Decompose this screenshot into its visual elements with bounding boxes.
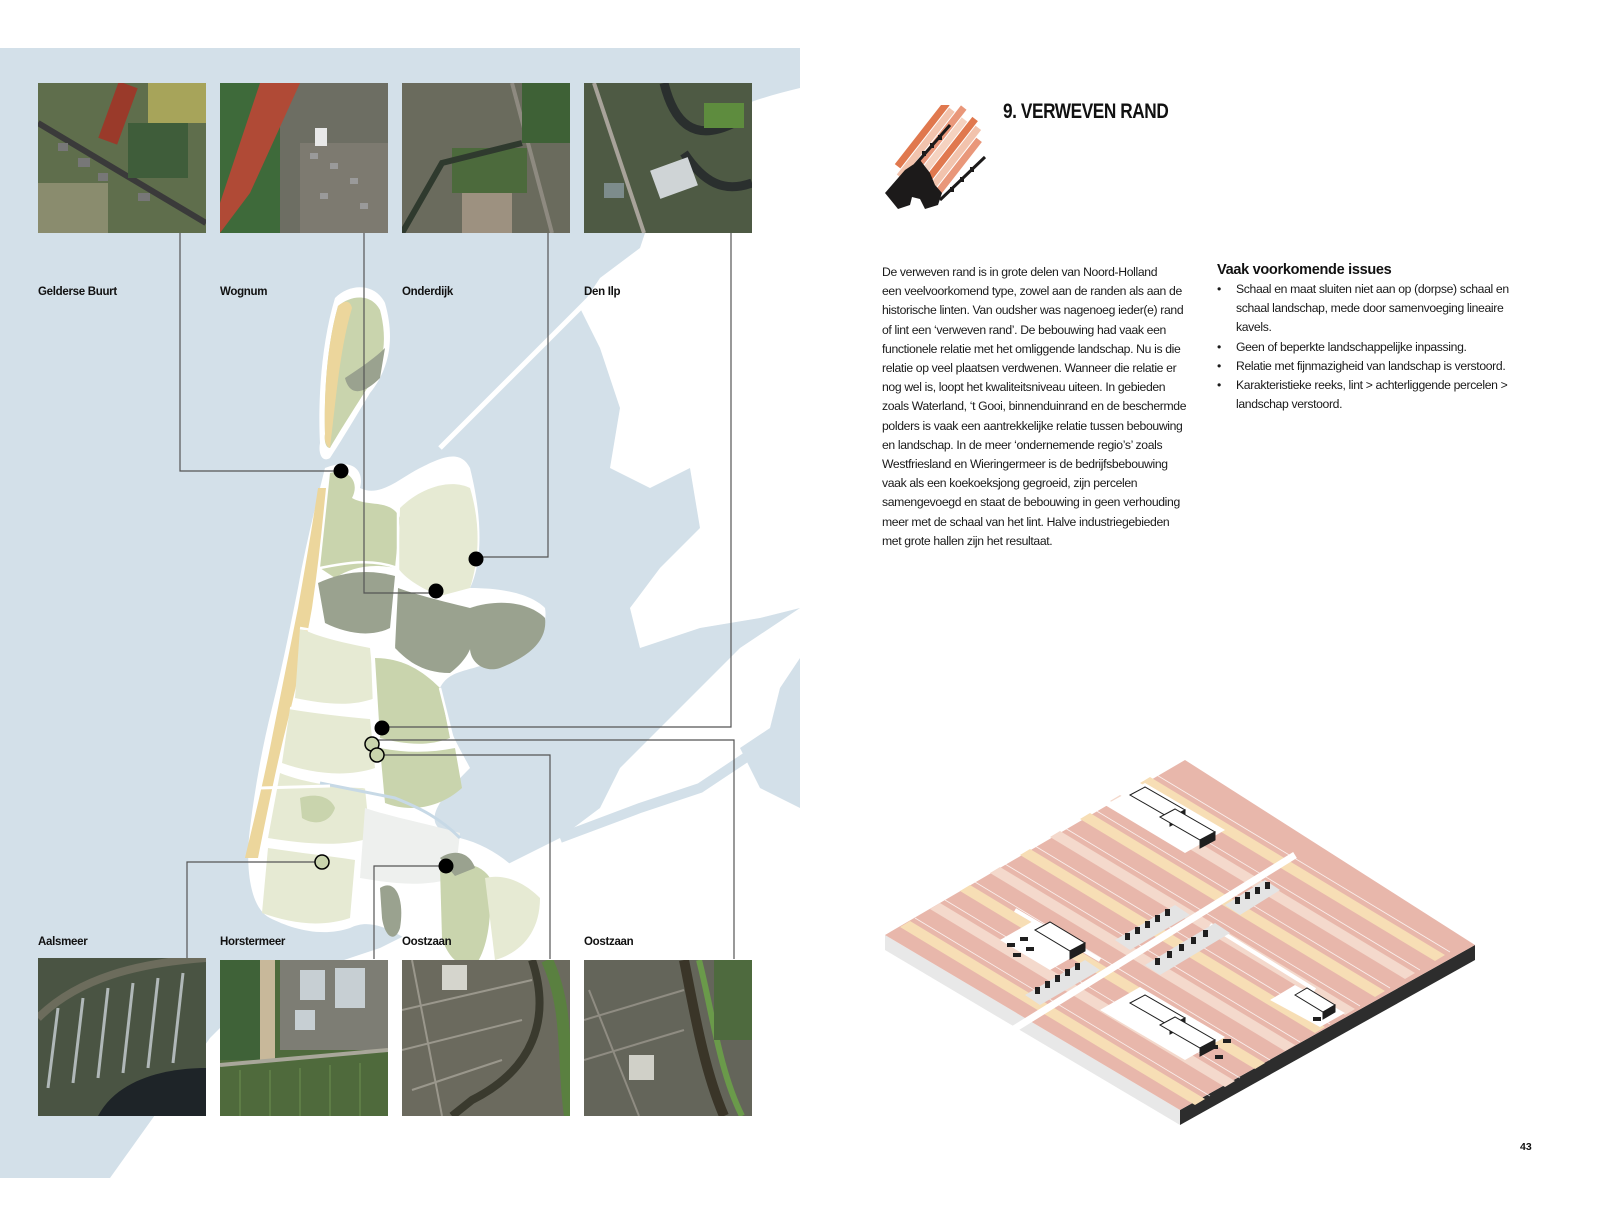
body-line: polders is vaak een aantrekkelijke relatie tussen bebouwing xyxy=(882,418,1183,433)
bullet-icon: • xyxy=(1217,282,1221,296)
page-title: 9. VERWEVEN RAND xyxy=(1003,100,1169,123)
isometric-illustration xyxy=(885,755,1485,1125)
issue-line: Schaal en maat sluiten niet aan op (dorpse) schaal en xyxy=(1236,282,1509,296)
issue-item xyxy=(1217,338,1547,357)
location-label: Onderdijk xyxy=(402,286,453,298)
bullet-icon: • xyxy=(1217,378,1221,393)
body-line: relatie op veel plaatsen verdwenen. Wanneer die relatie er xyxy=(882,361,1177,376)
body-line: vaak als een koekoeksjong gegroeid, zijn percelen xyxy=(882,476,1138,491)
issue-line: Geen of beperkte landschappelijke inpassing. xyxy=(1236,339,1467,354)
body-line: of lint een ‘verweven rand’. De bebouwing had vaak een xyxy=(882,322,1166,337)
issues-heading: Vaak voorkomende issues xyxy=(1217,262,1392,278)
verweven-rand-icon xyxy=(880,105,995,210)
issues-list xyxy=(1217,262,1547,414)
aerial-photo-wognum xyxy=(220,83,388,233)
issue-line: Karakteristieke reeks, lint > achterliggende percelen > xyxy=(1236,378,1508,393)
bullet-icon: • xyxy=(1217,339,1221,354)
issue-line: Relatie met fijnmazigheid van landschap is verstoord. xyxy=(1236,358,1506,373)
issue-item xyxy=(1217,280,1547,338)
location-label: Horstermeer xyxy=(220,936,286,948)
aerial-photo-oostzaan-1 xyxy=(402,960,570,1116)
issue-line: schaal landschap, mede door samenvoeging lineaire xyxy=(1236,301,1504,316)
aerial-photo-aalsmeer xyxy=(38,958,206,1116)
page-number: 43 xyxy=(1520,1141,1532,1153)
body-line: De verweven rand is in grote delen van Noord-Holland xyxy=(882,265,1158,279)
location-label: Den Ilp xyxy=(584,286,621,298)
body-line: met grote hallen zijn het resultaat. xyxy=(882,533,1053,548)
body-line: en landschap. In de meer ‘ondernemende regio’s’ zoals xyxy=(882,437,1163,452)
issue-item xyxy=(1217,376,1547,414)
location-label: Oostzaan xyxy=(584,936,634,948)
body-line: samengevoegd en staat de bebouwing in geen verhouding xyxy=(882,495,1180,510)
body-line: historische linten. Van oudsher was nagenoeg ieder(e) rand xyxy=(882,303,1184,318)
body-line: nog wel is, loopt het kwaliteitsniveau uiteen. In gebieden xyxy=(882,380,1166,395)
issue-line: kavels. xyxy=(1236,320,1272,335)
aerial-photo-onderdijk xyxy=(402,83,570,233)
body-line: zoals Waterland, ‘t Gooi, binnenduinrand en de beschermde xyxy=(882,399,1187,414)
body-line: Westfriesland en Wieringermeer is de bedrijfsbebouwing xyxy=(882,457,1168,472)
bullet-icon: • xyxy=(1217,358,1221,373)
aerial-photo-den-ilp xyxy=(584,83,752,233)
location-label: Aalsmeer xyxy=(38,936,88,948)
issue-line: landschap verstoord. xyxy=(1236,397,1343,412)
map-page xyxy=(0,48,800,1178)
body-line: een veelvoorkomend type, zowel aan de randen als aan de xyxy=(882,284,1182,299)
body-line: meer met de schaal van het lint. Halve industriegebieden xyxy=(882,514,1170,529)
location-label: Gelderse Buurt xyxy=(38,286,117,298)
aerial-photo-gelderse-buurt xyxy=(38,83,206,233)
issue-item xyxy=(1217,357,1547,376)
aerial-photo-horstermeer xyxy=(220,960,388,1116)
body-paragraph xyxy=(882,263,1202,551)
location-label: Oostzaan xyxy=(402,936,452,948)
aerial-photo-oostzaan-2 xyxy=(584,960,752,1116)
body-line: functionele relatie met het omliggende landschap. Nu is die xyxy=(882,341,1181,356)
location-label: Wognum xyxy=(220,286,268,298)
